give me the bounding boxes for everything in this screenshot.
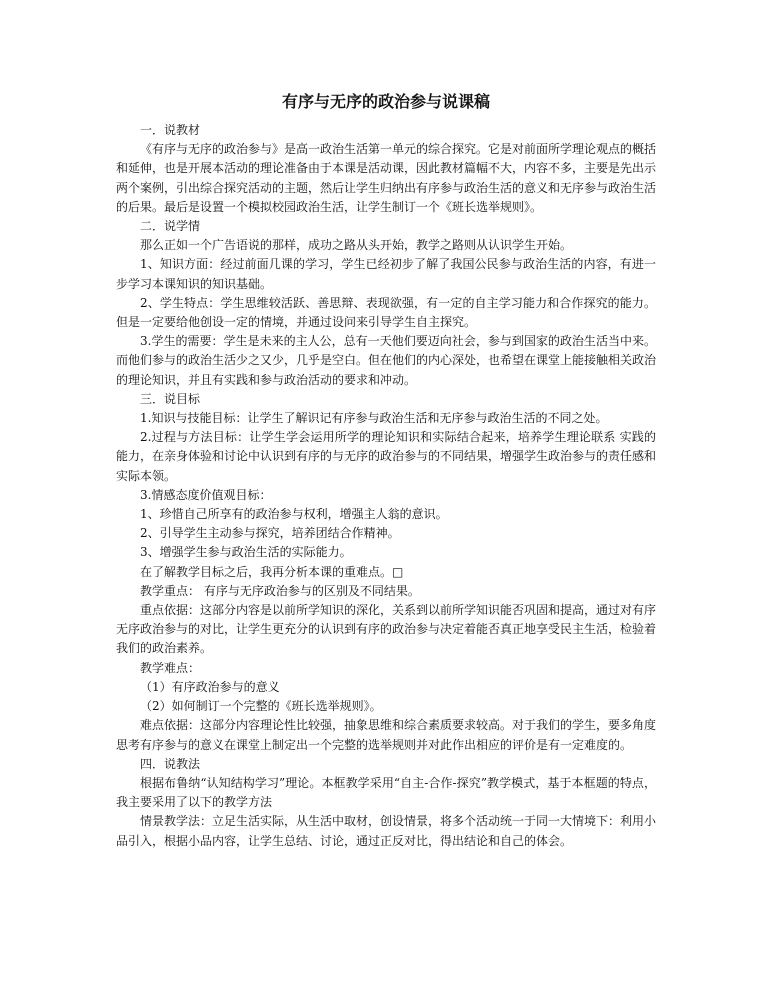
- paragraph: 根据布鲁纳“认知结构学习”理论。本框教学采用“自主-合作-探究”教学模式，基于本框题的特点，我主要采用了以下的教学方法: [116, 775, 656, 810]
- paragraph: 教学重点： 有序与无序政治参与的区别及不同结果。: [140, 583, 420, 598]
- section-heading: 二．说学情: [140, 219, 201, 234]
- section-heading: 四．说教法: [140, 756, 201, 771]
- paragraph: 在了解教学目标之后，我再分析本课的重难点。□: [140, 564, 404, 579]
- paragraph: 难点依据：这部分内容理论性比较强，抽象思维和综合素质要求较高。对于我们的学生，要多角度思考有序参与的意义在课堂上制定出一个完整的选举规则并对此作出相应的评价是有一定难度的。: [116, 718, 657, 752]
- list-item: （2）如何制订一个完整的《班长选举规则》。: [140, 699, 382, 714]
- paragraph: 重点依据：这部分内容是以前所学知识的深化，关系到以前所学知识能否巩固和提高，通过对有序无序政治参与的对比，让学生更充分的认识到有序的政治参与决定着能否真正地享受民主生活，检验着我们的政治素养。: [116, 603, 657, 656]
- document-title: 有序与无序的政治参与说课稿: [281, 92, 490, 111]
- paragraph: 2.过程与方法目标：让学生学会运用所学的理论知识和实际结合起来，培养学生理论联系 实践的能力，在亲身体验和讨论中认识到有序的与无序的政治参与的不同结果，增强学生政治参与的责任感和实际本领。: [116, 430, 657, 483]
- paragraph: 3.学生的需要：学生是未来的主人公，总有一天他们要迈向社会，参与到国家的政治生活当中来。而他们参与的政治生活少之又少，几乎是空白。但在他们的内心深处，也希望在课堂上能接触相关政治的理论知识，并且有实践和参与政治活动的要求和冲动。: [116, 334, 657, 387]
- paragraph: 3.情感态度价值观目标：: [140, 487, 272, 502]
- list-item: 2、引导学生主动参与探究，培养团结合作精神。: [140, 526, 400, 541]
- paragraph: 情景教学法：立足生活实际，从生活中取材，创设情景，将多个活动统一于同一大情境下：利用小品引入，根据小品内容，让学生总结、讨论，通过正反对比，得出结论和自己的体会。: [116, 814, 657, 848]
- paragraph: 《有序与无序的政治参与》是高一政治生活第一单元的综合探究。它是对前面所学理论观点的概括和延伸，也是开展本活动的理论准备由于本课是活动课，因此教材篇幅不大，内容不多，主要是先出示两个案例，引出综合探究活动的主题，然后让学生归纳出有序参与政治生活的意义和无序参与政治生活的后果。最后是设置一个模拟校园政治生活，让学生制订一个《班长选举规则》。: [116, 142, 657, 214]
- list-item: 3、增强学生参与政治生活的实际能力。: [140, 545, 352, 560]
- paragraph: 1.知识与技能目标：让学生了解识记有序参与政治生活和无序参与政治生活的不同之处。: [140, 411, 608, 426]
- paragraph: 2、学生特点：学生思维较活跃、善思辩、表现欲强，有一定的自主学习能力和合作探究的能力。但是一定要给他创设一定的情境，并通过设问来引导学生自主探究。: [116, 295, 656, 330]
- paragraph: 那么正如一个广告语说的那样，成功之路从头开始，教学之路则从认识学生开始。: [140, 238, 573, 253]
- section-heading: 三．说目标: [140, 391, 201, 406]
- section-heading: 一．说教材: [140, 123, 201, 137]
- paragraph: 教学难点：: [140, 660, 201, 675]
- list-item: 1、珍惜自己所享有的政治参与权利，增强主人翁的意识。: [140, 507, 448, 522]
- list-item: （1）有序政治参与的意义: [140, 679, 280, 694]
- document-page: [116, 92, 656, 851]
- paragraph: 1、知识方面：经过前面几课的学习，学生已经初步了解了我国公民参与政治生活的内容，有进一步学习本课知识的知识基础。: [116, 257, 656, 291]
